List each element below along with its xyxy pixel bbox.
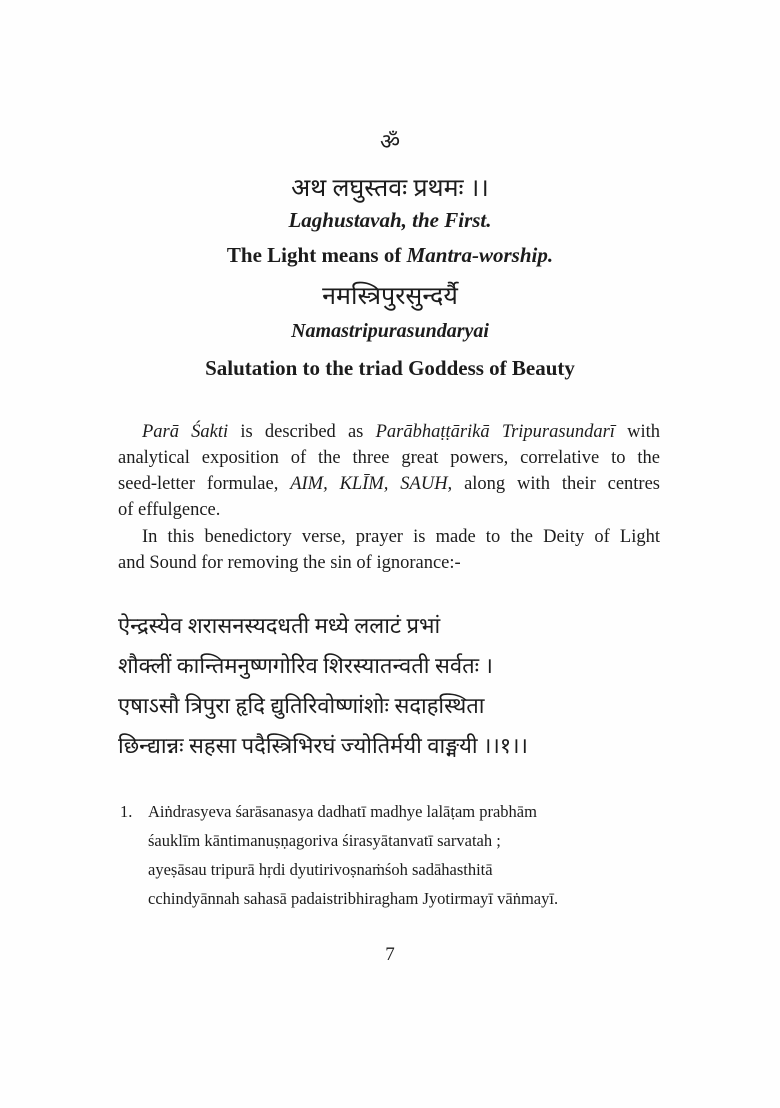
footnote-line: śauklīm kāntimanuṣṇagoriva śirasyātanvatī sarvatah ; <box>148 831 501 850</box>
text-italic: AIM, KLĪM, SAUH, <box>290 474 453 494</box>
footnote-line: ayeṣāsau tripurā hṛdi dyutirivoṣnaṁśoh sadāhasthitā <box>148 860 493 879</box>
subtitle-text: The Light means of <box>226 243 407 267</box>
text: seed-letter formulae, <box>118 474 291 494</box>
paragraph-line <box>118 474 660 495</box>
paragraph-line: of effulgence. <box>118 500 221 520</box>
footnote-number: 1. <box>120 802 133 821</box>
footnote-line: cchindyānnah sahasā padaistribhiragham Jyotirmayī vāṅmayī. <box>148 889 559 908</box>
om-symbol: ॐ <box>379 129 401 154</box>
text: with <box>614 422 660 442</box>
chapter-subtitle <box>0 243 780 268</box>
text: along with their centres <box>452 474 660 494</box>
verse-line: ऐन्द्रस्येव शरासनस्यदधती मध्ये ललाटं प्रभां <box>118 613 441 638</box>
verse-line: शौक्लीं कान्तिमनुष्णगोरिव शिरस्यातन्वती सर्वतः । <box>118 653 493 678</box>
page-number: 7 <box>385 944 395 965</box>
paragraph-line: and Sound for removing the sin of ignorance:- <box>118 553 461 573</box>
verse-line: एषाऽसौ त्रिपुरा हृदि द्युतिरिवोष्णांशोः सदाहस्थिता <box>118 693 485 718</box>
paragraph-line: In this benedictory verse, prayer is made to the Deity of Light <box>142 527 660 547</box>
text-italic: Parā Śakti <box>142 422 229 442</box>
devanagari-title: अथ लघुस्तवः प्रथमः ।। <box>291 175 489 202</box>
chapter-title: Laghustavah, the First. <box>288 208 492 232</box>
verse-line: छिन्द्यान्नः सहसा पदैस्त्रिभिरघं ज्योतिर्मयी वाङ्मयी ।।१।। <box>118 733 528 758</box>
salutation-devanagari: नमस्त्रिपुरसुन्दर्यै <box>322 283 458 310</box>
paragraph-line <box>118 422 660 443</box>
footnote-line: Aiṅdrasyeva śarāsanasya dadhatī madhye lalāṭam prabhām <box>148 802 537 821</box>
salutation-transliteration: Namastripurasundaryai <box>291 320 489 342</box>
subtitle-italic: Mantra-worship. <box>406 243 554 267</box>
text: is described as <box>228 422 376 442</box>
paragraph-line: analytical exposition of the three great powers, correlative to the <box>118 448 660 468</box>
salutation-english: Salutation to the triad Goddess of Beauty <box>205 356 575 380</box>
text-italic: Parābhaṭṭārikā Tripurasundarī <box>375 422 615 442</box>
